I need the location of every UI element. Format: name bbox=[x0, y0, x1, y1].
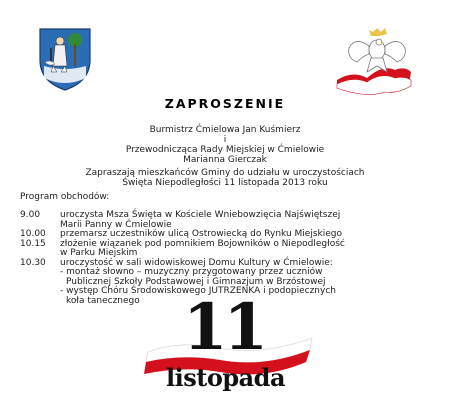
host-line-3: Przewodnicząca Rady Miejskiej w Ćmielowie bbox=[125, 145, 325, 155]
program-desc-line: złożenie wiązanek pod pomnikiem Bojowników o Niepodległość bbox=[60, 238, 345, 249]
program-desc-line: - występ Chóru Środowiskowego JUTRZENKA i podopiecznych bbox=[60, 286, 336, 296]
host-line-4: Marianna Gierczak bbox=[183, 155, 267, 165]
day-number: 11 bbox=[183, 290, 265, 365]
coat-of-arms-icon bbox=[37, 26, 93, 92]
month-name: listopada bbox=[166, 363, 286, 392]
program-time: 10.30 bbox=[20, 257, 46, 268]
program-time: 10.00 bbox=[20, 229, 46, 239]
program-item bbox=[20, 240, 440, 259]
program-heading: Program obchodów: bbox=[20, 192, 110, 202]
program-item bbox=[20, 211, 440, 230]
host-line-2: i bbox=[223, 135, 227, 145]
program-desc-line: - montaż słowno – muzyczny przygotowany przez uczniów bbox=[60, 267, 323, 277]
invite-line-1: Zapraszają mieszkańców Gminy do udziału w uroczystościach bbox=[85, 168, 365, 178]
program-desc bbox=[60, 240, 440, 259]
program-desc-line: uroczysta Msza Święta w Kościele Wniebowzięcia Najświętszej bbox=[60, 210, 341, 220]
program-desc-line: przemarsz uczestników ulicą Ostrowiecką do Rynku Miejskiego bbox=[60, 229, 342, 239]
invite-line-2: Święta Niepodległości 11 listopada 2013 roku bbox=[122, 178, 328, 188]
program-time: 10.15 bbox=[20, 238, 46, 249]
program-desc-line: w Parku Miejskim bbox=[60, 248, 138, 258]
white-eagle-icon bbox=[333, 26, 413, 98]
program-desc bbox=[60, 211, 440, 230]
host-line-1: Burmistrz Ćmielowa Jan Kuśmierz bbox=[149, 125, 301, 135]
program-desc-line: Publicznej Szkoły Podstawowej i Gimnazjum w Brzóstowej bbox=[66, 276, 326, 287]
program-desc-line: koła tanecznego bbox=[66, 295, 140, 306]
page-title: ZAPROSZENIE bbox=[164, 96, 286, 111]
program-time: 9.00 bbox=[20, 210, 41, 220]
program-desc-line: Marii Panny w Ćmielowie bbox=[60, 219, 172, 230]
program-desc-line: uroczystość w sali widowiskowej Domu Kultury w Ćmielowie: bbox=[60, 257, 333, 268]
